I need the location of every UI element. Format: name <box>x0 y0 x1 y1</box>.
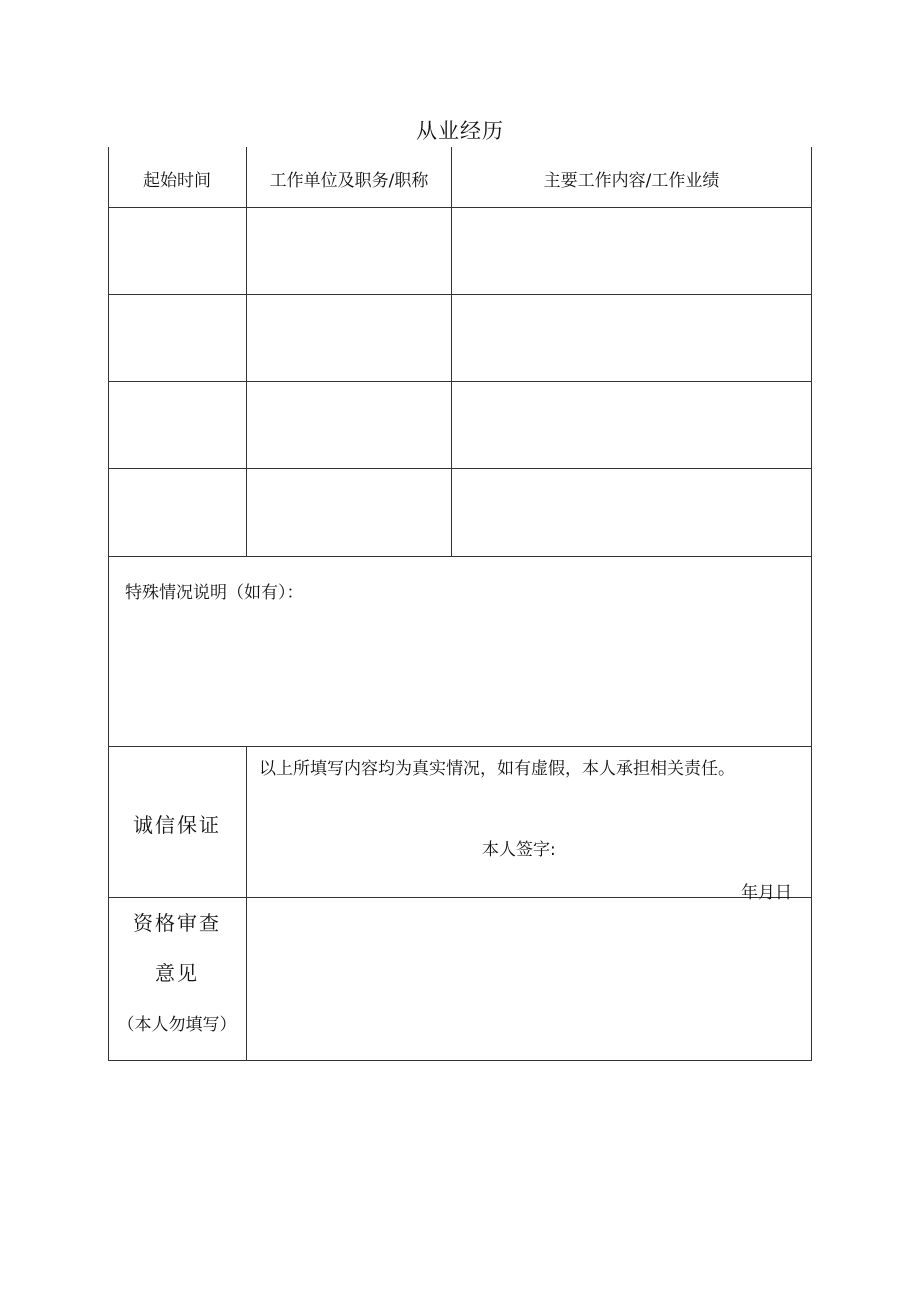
right-border <box>811 147 812 1061</box>
review-label-line-2: 意见 <box>155 961 199 985</box>
special-notes-field[interactable] <box>125 609 795 739</box>
review-note: （本人勿填写） <box>117 1015 237 1035</box>
bottom-border <box>108 1060 812 1061</box>
row-4-main-work-field[interactable] <box>452 469 811 556</box>
work-experience-form <box>108 147 812 1061</box>
page-title: 从业经历 <box>416 119 504 143</box>
integrity-top-rule <box>108 746 812 747</box>
row-3-employer-position-field[interactable] <box>247 382 451 468</box>
row-1-start-time-field[interactable] <box>109 208 246 294</box>
integrity-statement: 以上所填写内容均为真实情况，如有虚假，本人承担相关责任。 <box>259 759 735 779</box>
row-3-main-work-field[interactable] <box>452 382 811 468</box>
special-notes-label: 特殊情况说明（如有）： <box>125 583 304 603</box>
row-2-employer-position-field[interactable] <box>247 295 451 381</box>
integrity-label: 诚信保证 <box>133 813 221 837</box>
row-4-employer-position-field[interactable] <box>247 469 451 556</box>
header-main-work: 主要工作内容/工作业绩 <box>543 171 720 191</box>
row-4-start-time-field[interactable] <box>109 469 246 556</box>
date-label: 年月日 <box>741 883 792 903</box>
row-2-main-work-field[interactable] <box>452 295 811 381</box>
header-employer-position: 工作单位及职务/职称 <box>269 171 429 191</box>
row-1-main-work-field[interactable] <box>452 208 811 294</box>
row-1-employer-position-field[interactable] <box>247 208 451 294</box>
review-label-line-1: 资格审查 <box>133 911 221 935</box>
row-3-start-time-field[interactable] <box>109 382 246 468</box>
review-opinion-field <box>247 898 811 1060</box>
row-2-start-time-field[interactable] <box>109 295 246 381</box>
notes-top-rule <box>108 556 812 557</box>
signature-label: 本人签字: <box>482 840 556 860</box>
header-start-time: 起始时间 <box>143 171 211 191</box>
